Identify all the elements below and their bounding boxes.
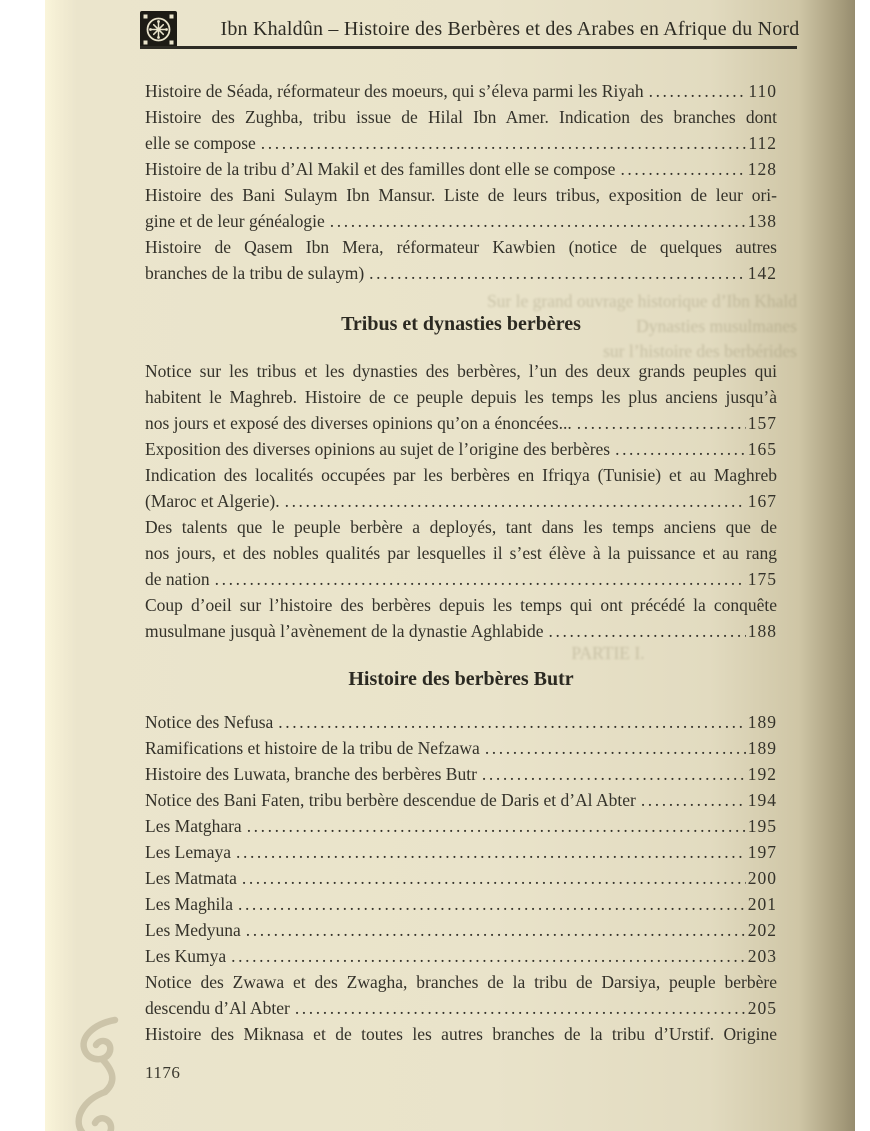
toc-entry-text: branches de la tribu de sulaym) [145,263,365,283]
dot-leader [242,865,746,891]
toc-entry [145,813,777,839]
toc-entry [145,943,777,969]
toc-page-number: 128 [747,159,777,179]
toc-entry [145,839,777,865]
toc-entry-lastline [145,917,777,943]
dot-leader [295,995,746,1021]
toc-entry-lastline [145,735,777,761]
toc-entry-line: Histoire des Zughba, tribu issue de Hilal Ibn Amer. Indication des branches dont [145,107,777,127]
toc-entry [145,787,777,813]
dot-leader [485,735,746,761]
dot-leader [649,78,746,104]
toc-entry-text: gine et de leur généalogie [145,211,325,231]
toc-page-number: 189 [747,738,777,758]
toc-entry-text: Exposition des diverses opinions au sujet de l’origine des berbères [145,439,611,459]
toc-page-number: 110 [748,81,777,101]
toc-entry-text: Histoire des Luwata, branche des berbères Butr [145,764,477,784]
dot-leader [236,839,746,865]
dot-leader [620,156,746,182]
toc-entry-line: Histoire des Bani Sulaym Ibn Mansur. Liste de leurs tribus, exposition de leur ori- [145,185,777,205]
toc-entry-text: Les Kumya [145,946,227,966]
toc-entry-text: Histoire de Séada, réformateur des moeurs, qui s’éleva parmi les Riyah [145,81,644,101]
toc-entry-text: (Maroc et Algerie). [145,491,280,511]
dot-leader [238,891,746,917]
toc-entry [145,182,777,234]
toc-entry-text: musulmane jusquà l’avènement de la dynastie Aghlabide [145,621,544,641]
toc-entry-line: Notice sur les tribus et les dynasties des berbères, l’un des deux grands peuples qui [145,361,777,381]
toc-page-number: 205 [747,998,777,1018]
toc-entry [145,709,777,735]
book-page [45,0,855,1131]
bleed-through-line: sur l’histoire des berbérides [603,341,797,361]
toc-entry [145,234,777,286]
toc-entry-lastline [145,156,777,182]
toc-page-number: 202 [747,920,777,940]
rosette-square-icon [140,11,177,48]
dot-leader [215,566,746,592]
toc-entry-line: habitent le Maghreb. Histoire de ce peuple depuis les temps les plus anciens jusqu’à [145,387,777,407]
toc-page-number: 189 [747,712,777,732]
dot-leader [231,943,746,969]
toc-page-number: 138 [747,211,777,231]
dot-leader [247,813,746,839]
toc-entry-line: Notice des Zwawa et des Zwagha, branches de la tribu de Darsiya, peuple berbère [145,972,777,992]
toc-entry-text: Les Maghila [145,894,233,914]
toc-entry-text: Ramifications et histoire de la tribu de Nefzawa [145,738,480,758]
toc-entry-line: Des talents que le peuple berbère a deployés, tant dans les temps anciens que de [145,517,777,537]
toc-page-number: 195 [747,816,777,836]
toc-entry [145,917,777,943]
toc-page-number: 192 [747,764,777,784]
toc-entry-line: Histoire des Miknasa et de toutes les autres branches de la tribu d’Urstif. Origine [145,1024,777,1044]
toc-entry [145,358,777,436]
toc-entry-lastline [145,813,777,839]
toc-entry [145,735,777,761]
toc-page-number: 112 [748,133,777,153]
toc-entry-text: Les Matghara [145,816,242,836]
toc-entry-text: Les Lemaya [145,842,231,862]
toc-entry [145,78,777,104]
dot-leader [615,436,746,462]
toc-page-number: 157 [747,413,777,433]
toc-entry-lastline [145,943,777,969]
toc-entry-lastline [145,839,777,865]
toc-page-number: 200 [747,868,777,888]
toc-entry-lastline [145,709,777,735]
dot-leader [482,761,746,787]
toc-entry-line: Indication des localités occupées par les berbères en Ifriqya (Tunisie) et au Maghreb [145,465,777,485]
dot-leader [641,787,746,813]
toc-page-number: 194 [747,790,777,810]
toc-entry-text: Notice des Nefusa [145,712,274,732]
toc-entry [145,891,777,917]
toc-entry-lastline [145,436,777,462]
dot-leader [330,208,746,234]
toc-entry-lastline [145,787,777,813]
toc-entry-line: nos jours, et des nobles qualités par lesquelles il s’est élève à la puissance et au rang [145,543,777,563]
toc-entry-line: Coup d’oeil sur l’histoire des berbères depuis les temps qui ont précédé la conquête [145,595,777,615]
toc-entry-lastline [145,995,777,1021]
toc-entry-lastline [145,566,777,592]
toc-entry [145,1021,777,1047]
toc-entry-text: Histoire de la tribu d’Al Makil et des familles dont elle se compose [145,159,616,179]
toc-entry-text: Les Medyuna [145,920,241,940]
corner-flourish-ornament [69,1016,139,1131]
bleed-through-line: Sur le grand ouvrage historique d’Ibn Khald [486,291,797,311]
toc-entry [145,104,777,156]
page-number: 1176 [145,1063,181,1082]
toc-page-number: 142 [747,263,777,283]
section-heading: Histoire des berbères Butr [348,668,574,690]
toc-entry-lastline [145,130,777,156]
toc-entry-lastline [145,410,777,436]
section-heading: Tribus et dynasties berbères [341,313,581,335]
toc-entry-lastline [145,618,777,644]
toc-entry-lastline [145,891,777,917]
toc-entry-lastline [145,865,777,891]
toc-entry [145,436,777,462]
toc-page-number: 201 [747,894,777,914]
toc-entry [145,514,777,592]
toc-entry-lastline [145,761,777,787]
dot-leader [549,618,746,644]
running-head-title: Ibn Khaldûn – Histoire des Berbères et des Arabes en Afrique du Nord [220,18,800,40]
toc-entry-lastline [145,78,777,104]
toc-entry [145,156,777,182]
toc-entry-lastline [145,260,777,286]
toc-page-number: 203 [747,946,777,966]
dot-leader [278,709,746,735]
toc-page-number: 165 [747,439,777,459]
toc-page-number: 175 [747,569,777,589]
toc-entry-lastline [145,208,777,234]
toc-page-number: 197 [747,842,777,862]
toc-entry-text: descendu d’Al Abter [145,998,290,1018]
toc-entry [145,462,777,514]
toc-page-number: 167 [747,491,777,511]
toc-entry-text: Notice des Bani Faten, tribu berbère descendue de Daris et d’Al Abter [145,790,636,810]
dot-leader [261,130,746,156]
toc-entry [145,969,777,1021]
bleed-through-part-label: PARTIE I. [571,643,645,663]
toc-sections [145,78,777,1047]
toc-entry [145,592,777,644]
header-rule [140,46,797,49]
toc-entry-lastline [145,488,777,514]
toc-entry [145,865,777,891]
toc-entry-text: nos jours et exposé des diverses opinions qu’on a énoncées... [145,413,572,433]
dot-leader [246,917,746,943]
toc-entry-text: de nation [145,569,210,589]
bleed-through-line: Dynasties musulmanes [636,316,797,336]
toc-entry-line: Histoire de Qasem Ibn Mera, réformateur Kawbien (notice de quelques autres [145,237,777,257]
toc-entry-text: elle se compose [145,133,256,153]
toc-entry [145,761,777,787]
toc-entry-text: Les Matmata [145,868,237,888]
toc-page-number: 188 [747,621,777,641]
dot-leader [369,260,746,286]
dot-leader [577,410,746,436]
dot-leader [285,488,746,514]
